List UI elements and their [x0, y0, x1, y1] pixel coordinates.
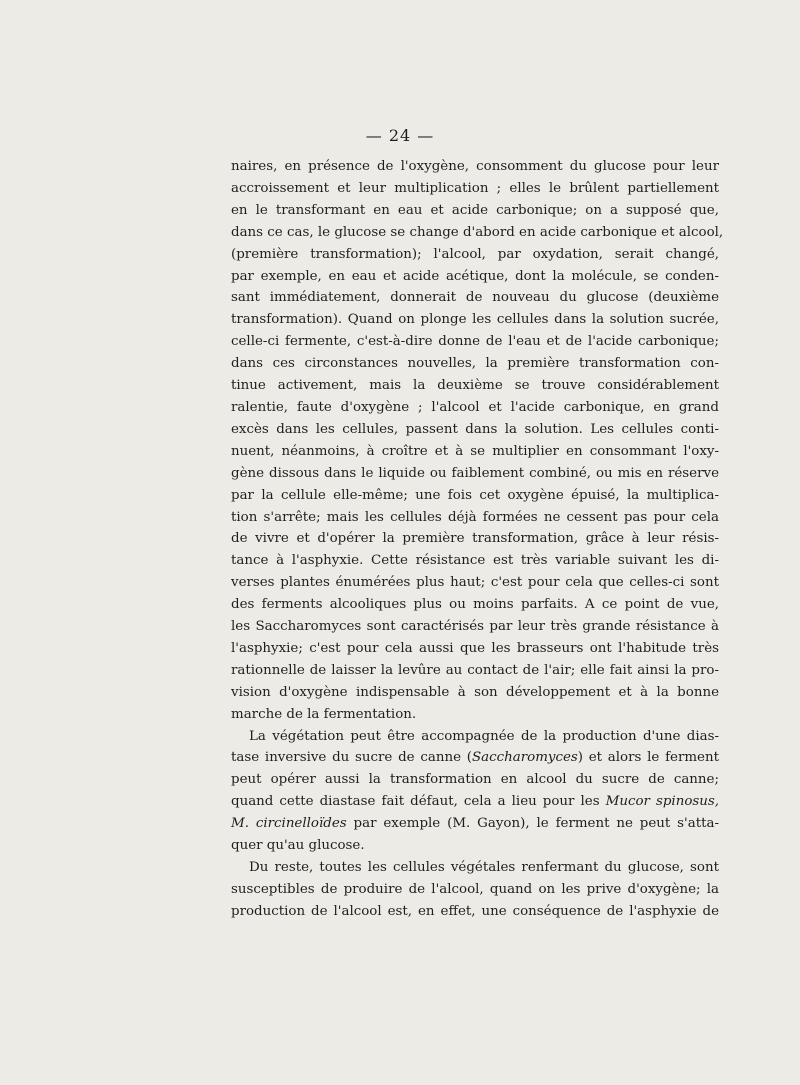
text-line: quer qu'au glucose. — [231, 838, 365, 854]
text-line: vision d'oxygène indispensable à son développement et à la bonne — [231, 684, 719, 700]
text-line: les Saccharomyces sont caractérisés par leur très grande résistance à — [231, 619, 719, 635]
text-segment: ) et alors le ferment — [577, 750, 719, 766]
text-line: rationnelle de laisser la levûre au contact de l'air; elle fait ainsi la pro- — [231, 662, 719, 678]
body-text — [231, 156, 724, 923]
text-segment: par exemple (M. Gayon), le ferment ne peut s'atta- — [346, 816, 719, 832]
text-line: celle-ci fermente, c'est-à-dire donne de l'eau et de l'acide carbonique; — [231, 334, 719, 350]
text-line: verses plantes énumérées plus haut; c'est pour cela que celles-ci sont — [231, 575, 719, 591]
text-line: gène dissous dans le liquide ou faiblement combiné, ou mis en réserve — [231, 465, 719, 481]
text-line: transformation). Quand on plonge les cellules dans la solution sucrée, — [231, 312, 719, 328]
text-segment: quand cette diastase fait défaut, cela a lieu pour les — [231, 794, 606, 810]
text-line: l'asphyxie; c'est pour cela aussi que les brasseurs ont l'habitude très — [231, 640, 719, 656]
text-line — [231, 747, 719, 769]
text-line: par la cellule elle-même; une fois cet oxygène épuisé, la multiplica- — [231, 487, 719, 503]
text-line — [231, 791, 719, 813]
italic-term: Mucor spinosus, — [605, 794, 720, 810]
text-line: nuent, néanmoins, à croître et à se multiplier en consommant l'oxy- — [231, 443, 719, 459]
text-line: tance à l'asphyxie. Cette résistance est très variable suivant les di- — [231, 553, 719, 569]
page-number: — 24 — — [365, 126, 435, 145]
italic-term: M. circinelloïdes — [231, 816, 347, 832]
text-line: dans ces circonstances nouvelles, la première transformation con- — [231, 356, 719, 372]
text-line: susceptibles de produire de l'alcool, quand on les prive d'oxygène; la — [231, 881, 719, 897]
text-line: en le transformant en eau et acide carbonique; on a supposé que, — [231, 202, 719, 218]
text-line: marche de la fermentation. — [231, 706, 417, 722]
text-line: dans ce cas, le glucose se change d'abord en acide carbonique et alcool, — [231, 224, 724, 240]
text-line: excès dans les cellules, passent dans la solution. Les cellules conti- — [231, 421, 719, 437]
text-line: La végétation peut être accompagnée de la production d'une dias- — [249, 728, 719, 744]
text-line: accroissement et leur multiplication ; elles le brûlent partiellement — [231, 180, 719, 196]
text-segment: tase inversive du sucre de canne ( — [231, 750, 472, 766]
text-line: Du reste, toutes les cellules végétales renfermant du glucose, sont — [249, 860, 719, 875]
text-line: tinue activement, mais la deuxième se trouve considérablement — [231, 378, 719, 394]
text-line: peut opérer aussi la transformation en alcool du sucre de canne; — [231, 772, 719, 788]
text-line: production de l'alcool est, en effet, une conséquence de l'asphyxie de — [231, 903, 719, 919]
text-line: sant immédiatement, donnerait de nouveau du glucose (deuxième — [231, 290, 719, 306]
text-line — [231, 813, 719, 835]
text-line: des ferments alcooliques plus ou moins parfaits. A ce point de vue, — [231, 597, 719, 613]
text-line: tion s'arrête; mais les cellules déjà formées ne cessent pas pour cela — [231, 509, 719, 525]
text-line: naires, en présence de l'oxygène, consomment du glucose pour leur — [231, 159, 719, 174]
text-line: ralentie, faute d'oxygène ; l'alcool et l'acide carbonique, en grand — [231, 399, 719, 415]
text-line: (première transformation); l'alcool, par oxydation, serait changé, — [231, 246, 719, 262]
italic-term: Saccharomyces — [471, 750, 578, 766]
text-line: de vivre et d'opérer la première transformation, grâce à leur résis- — [231, 531, 719, 547]
text-line: par exemple, en eau et acide acétique, dont la molécule, se conden- — [231, 268, 719, 284]
